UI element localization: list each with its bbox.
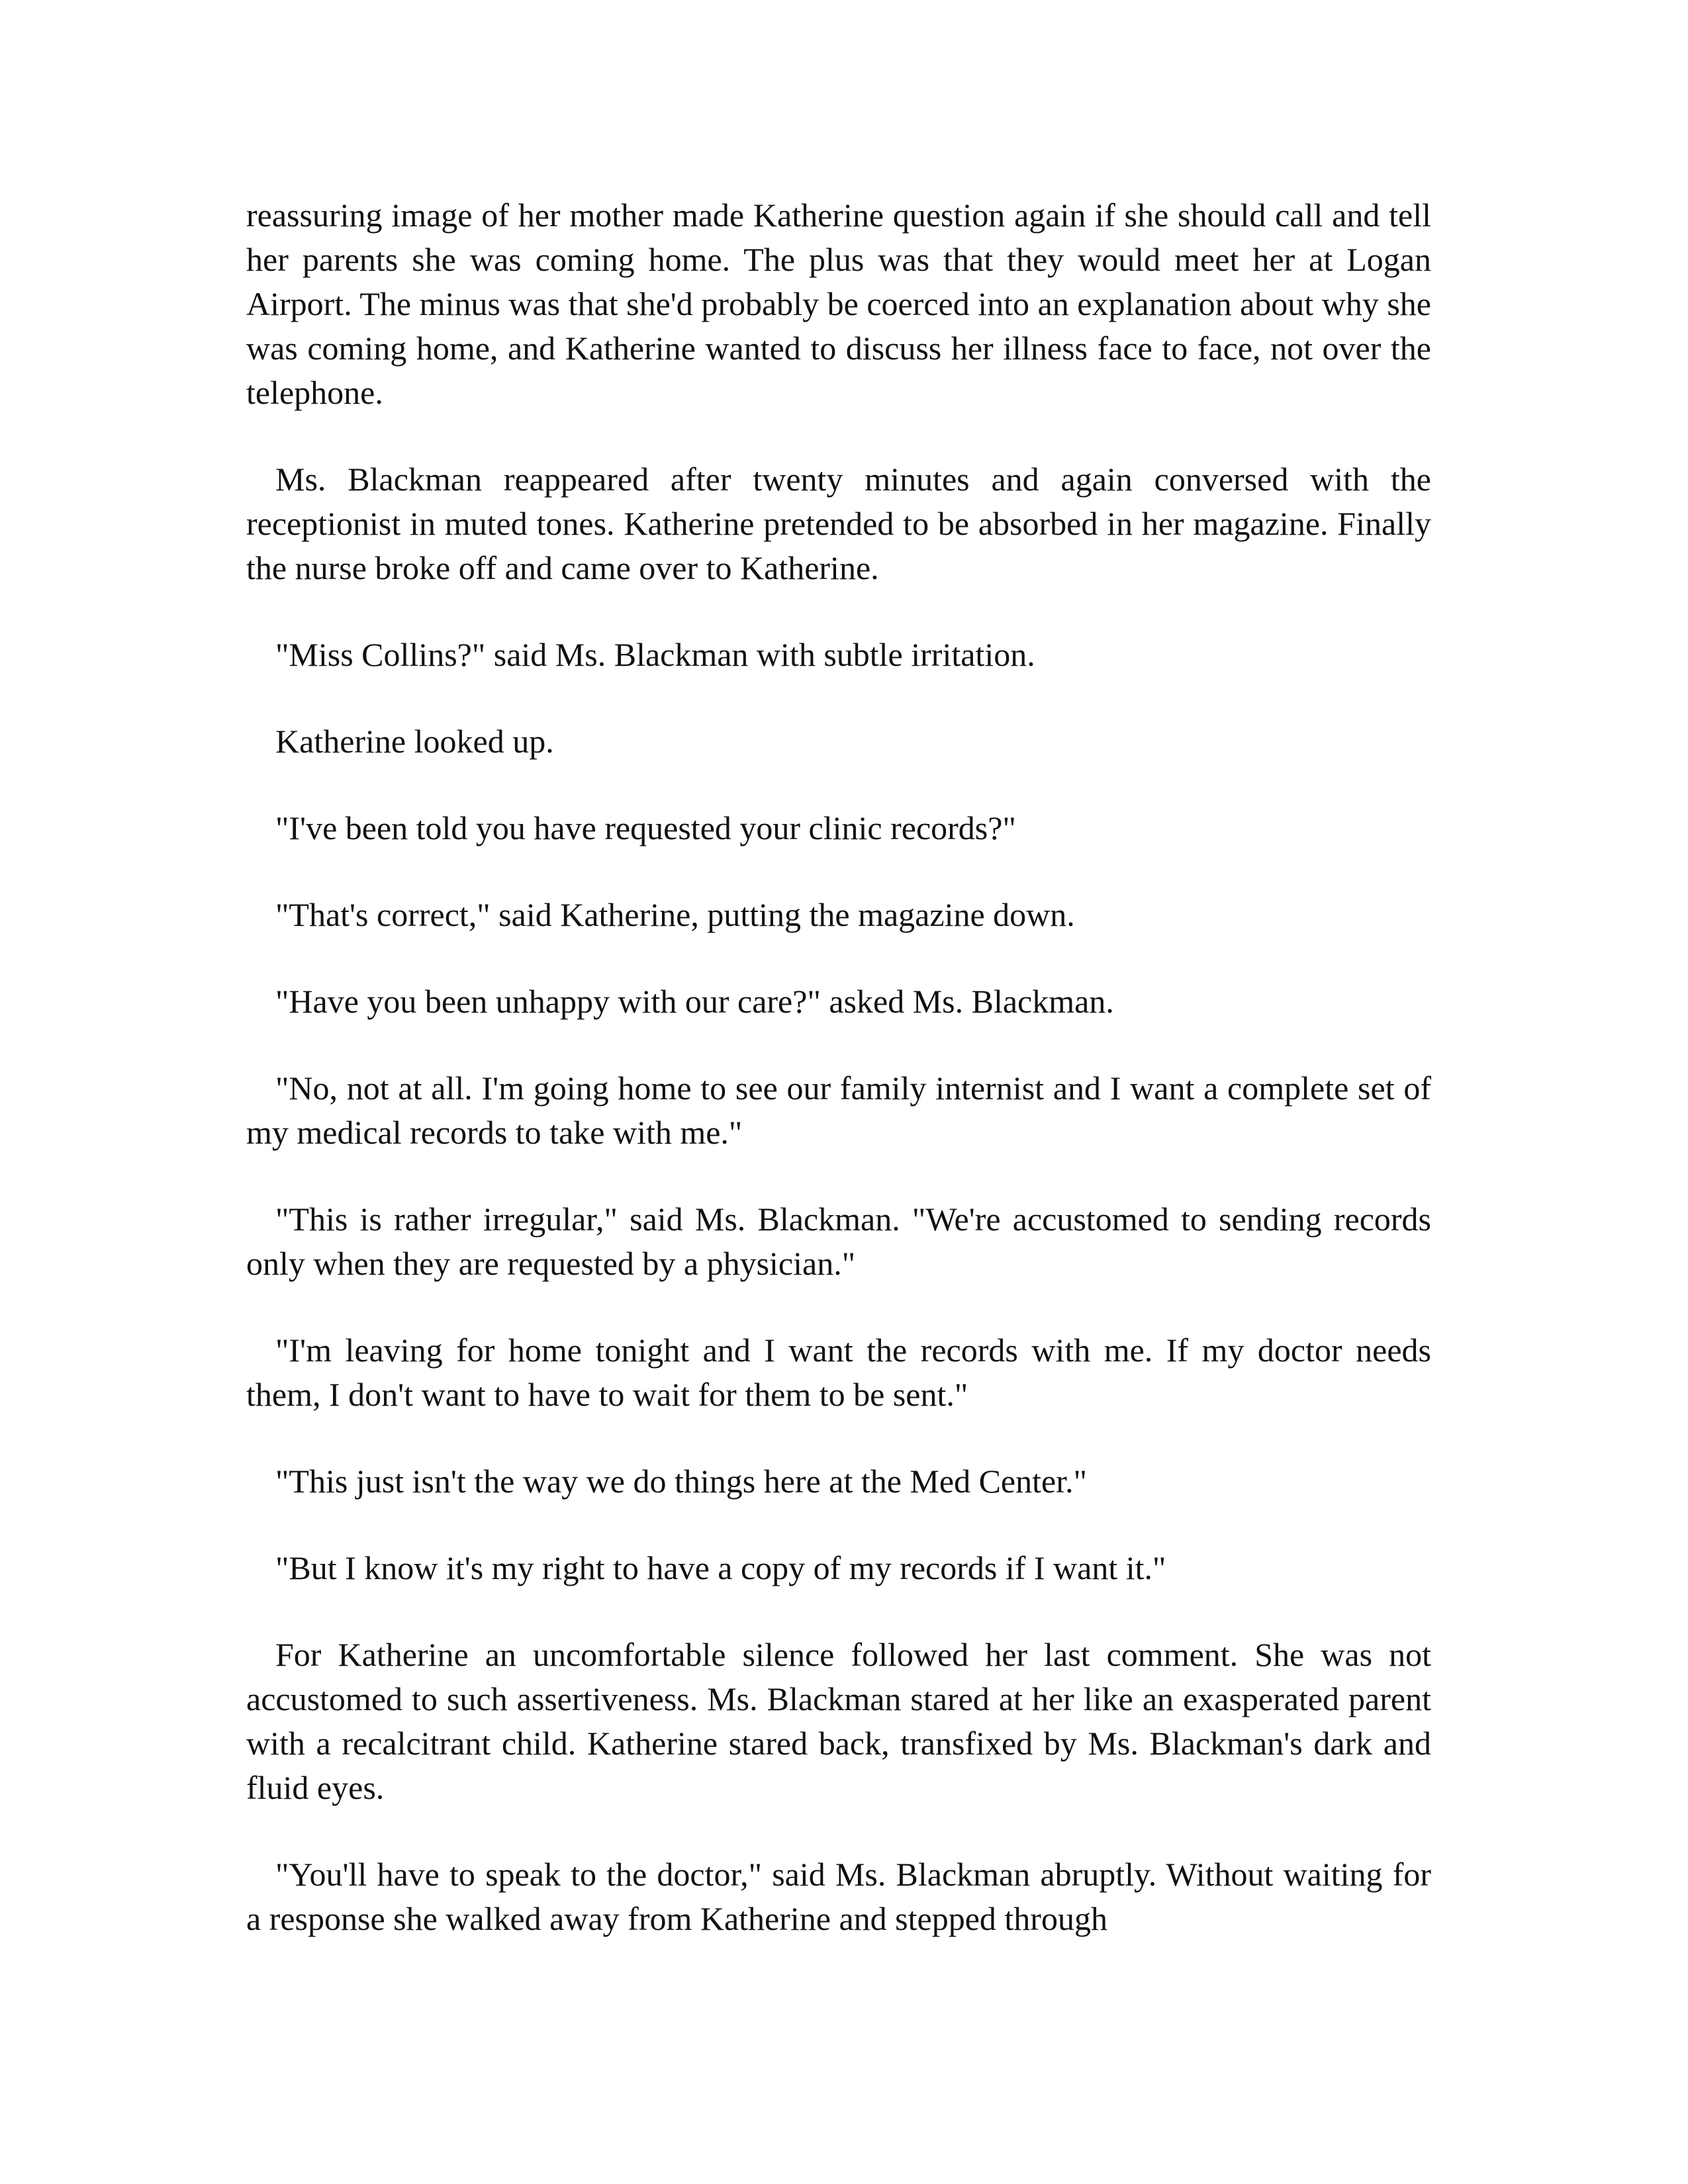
body-text — [246, 193, 1431, 1941]
paragraph: Ms. Blackman reappeared after twenty minutes and again conversed with the receptionist in muted tones. Katherine pretended to be absorbed in her magazine. Finally the nurse broke off and came over to Katherine. — [246, 461, 1431, 586]
paragraph-continued: reassuring image of her mother made Katherine question again if she should call and tell her parents she was coming home. The plus was that they would meet her at Logan Airport. The minus was that she'd probably be coerced into an explanation about why she was coming home, and Katherine wanted to discuss her illness face to face, not over the telephone. — [246, 197, 1431, 411]
dialogue-line: "Miss Collins?" said Ms. Blackman with subtle irritation. — [275, 636, 1035, 673]
paragraph-continues: "You'll have to speak to the doctor," said Ms. Blackman abruptly. Without waiting for a response she walked away from Katherine and stepped through — [246, 1856, 1431, 1937]
dialogue-line: "This is rather irregular," said Ms. Blackman. "We're accustomed to sending records only when they are requested by a physician." — [246, 1201, 1431, 1282]
dialogue-line: "I've been told you have requested your clinic records?" — [275, 809, 1016, 846]
dialogue-line: "I'm leaving for home tonight and I want the records with me. If my doctor needs them, I don't want to have to wait for them to be sent." — [246, 1332, 1431, 1413]
dialogue-line: "But I know it's my right to have a copy of my records if I want it." — [275, 1549, 1166, 1586]
dialogue-line: "That's correct," said Katherine, putting the magazine down. — [275, 896, 1075, 933]
paragraph: Katherine looked up. — [275, 723, 554, 760]
dialogue-line: "No, not at all. I'm going home to see our family internist and I want a complete set of my medical records to take with me." — [246, 1069, 1431, 1151]
dialogue-line: "This just isn't the way we do things here at the Med Center." — [275, 1463, 1088, 1500]
dialogue-line: "Have you been unhappy with our care?" asked Ms. Blackman. — [275, 983, 1114, 1020]
paragraph: For Katherine an uncomfortable silence followed her last comment. She was not accustomed to such assertiveness. Ms. Blackman stared at her like an exasperated parent with a recalcitrant child. Katherine stared back, transfixed by Ms. Blackman's dark and fluid eyes. — [246, 1636, 1431, 1806]
